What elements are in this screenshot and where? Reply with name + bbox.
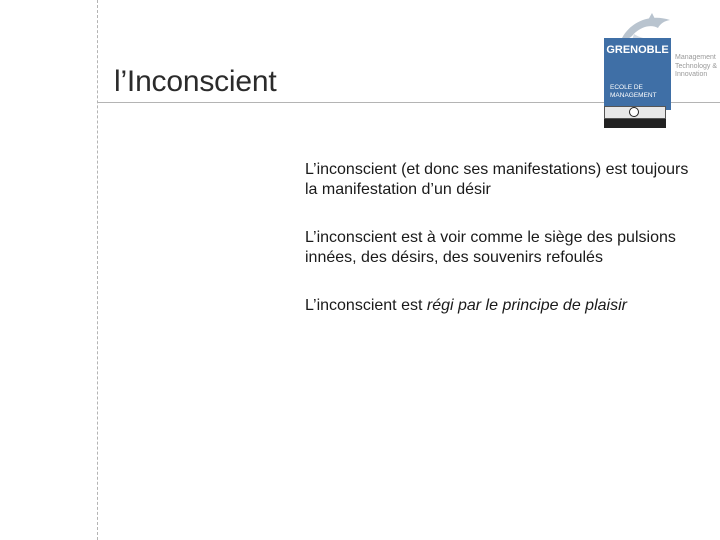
left-guide-line	[97, 0, 98, 540]
logo-box	[604, 38, 671, 110]
body-paragraph-3	[305, 296, 705, 316]
creative-commons-badge	[604, 106, 666, 128]
slide-title: l’Inconscient	[114, 65, 277, 98]
logo-brand: GRENOBLE	[606, 44, 669, 56]
body-paragraph-3-italic: régi par le principe de plaisir	[426, 297, 627, 314]
logo-tagline-line1: Management	[675, 54, 716, 61]
body-paragraph-3-plain: L’inconscient est	[305, 297, 427, 314]
cc-badge-bar	[604, 119, 666, 128]
slide-body	[305, 160, 705, 344]
logo-tagline	[675, 54, 720, 80]
body-paragraph-2: L’inconscient est à voir comme le siège des pulsions innées, des désirs, des souvenirs refoulés	[305, 229, 676, 266]
body-paragraph-1: L’inconscient (et donc ses manifestations) est toujours la manifestation d’un désir	[305, 161, 689, 198]
cc-icon	[629, 107, 639, 117]
logo-tagline-line2: Technology &	[675, 62, 718, 70]
school-logo	[600, 12, 720, 132]
logo-tagline-line3: Innovation	[675, 71, 708, 78]
logo-school-line1: ECOLE DE	[610, 84, 643, 91]
logo-school	[610, 84, 666, 100]
logo-school-line2: MANAGEMENT	[610, 92, 657, 99]
